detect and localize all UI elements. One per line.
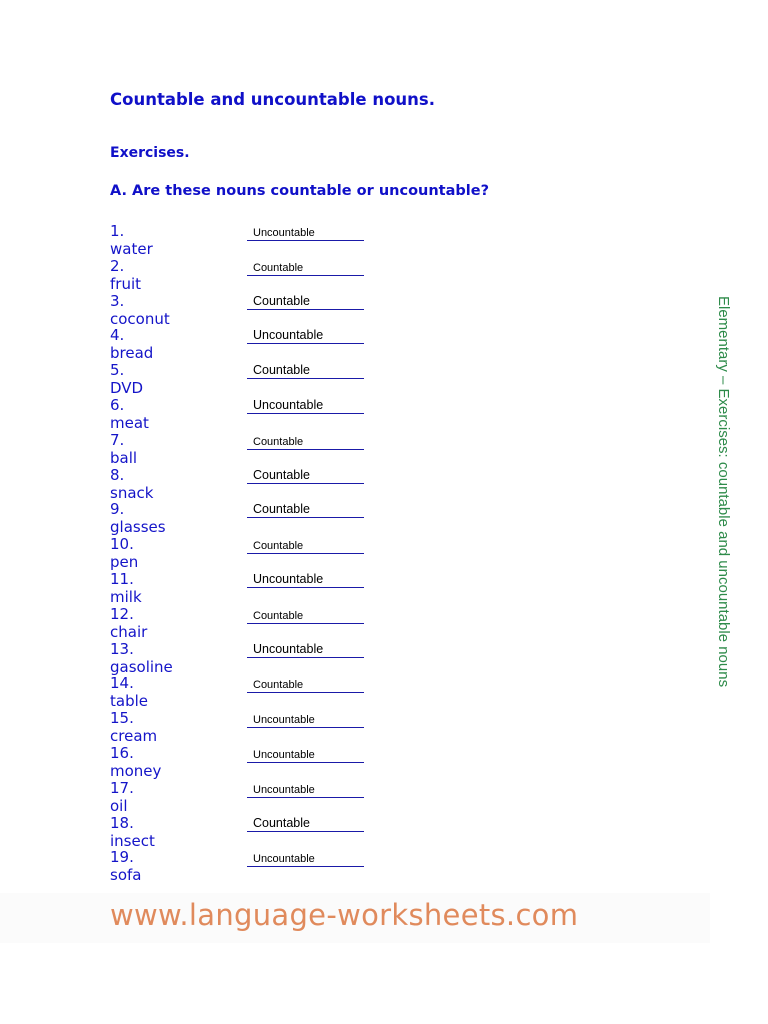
noun-label: 6. meat [110, 395, 149, 432]
noun-label: 8. snack [110, 465, 154, 502]
answer-field[interactable]: Uncountable [247, 227, 364, 241]
answer-field[interactable]: Countable [247, 679, 364, 693]
question-heading: A. Are these nouns countable or uncountable? [110, 183, 489, 199]
noun-label: 17. oil [110, 778, 134, 815]
answer-field[interactable]: Countable [247, 467, 364, 484]
noun-label: 14. table [110, 674, 148, 711]
noun-label: 3. coconut [110, 291, 170, 328]
answer-field[interactable]: Countable [247, 501, 364, 518]
answer-field[interactable]: Countable [247, 610, 364, 624]
answer-field[interactable]: Countable [247, 540, 364, 554]
noun-label: 9. glasses [110, 500, 166, 537]
side-caption: Elementary – Exercises: countable and uncountable nouns [715, 296, 732, 688]
answer-field[interactable]: Uncountable [247, 327, 364, 344]
noun-label: 18. insect [110, 813, 155, 850]
worksheet-title: Countable and uncountable nouns. [110, 90, 435, 109]
answer-field[interactable]: Countable [247, 362, 364, 379]
noun-label: 2. fruit [110, 256, 142, 293]
answer-field[interactable]: Countable [247, 262, 364, 276]
noun-label: 16. money [110, 743, 162, 780]
noun-label: 10. pen [110, 535, 139, 572]
answer-field[interactable]: Uncountable [247, 714, 364, 728]
noun-label: 15. cream [110, 709, 158, 746]
noun-label: 5. DVD [110, 361, 144, 398]
answer-field[interactable]: Countable [247, 293, 364, 310]
answer-field[interactable]: Uncountable [247, 641, 364, 658]
noun-label: 1. water [110, 222, 153, 258]
answer-field[interactable]: Uncountable [247, 749, 364, 763]
noun-label: 19. sofa [110, 848, 142, 885]
answer-field[interactable]: Uncountable [247, 571, 364, 588]
exercises-heading: Exercises. [110, 145, 190, 161]
noun-label: 7. ball [110, 430, 138, 467]
footer-url[interactable]: www.language-worksheets.com [110, 898, 579, 932]
answer-field[interactable]: Uncountable [247, 397, 364, 414]
answer-field[interactable]: Countable [247, 436, 364, 450]
noun-label: 11. milk [110, 569, 142, 606]
noun-label: 4. bread [110, 326, 154, 363]
noun-label: 12. chair [110, 604, 148, 641]
answer-field[interactable]: Uncountable [247, 853, 364, 867]
answer-field[interactable]: Countable [247, 815, 364, 832]
answer-field[interactable]: Uncountable [247, 784, 364, 798]
noun-label: 13. gasoline [110, 639, 173, 676]
